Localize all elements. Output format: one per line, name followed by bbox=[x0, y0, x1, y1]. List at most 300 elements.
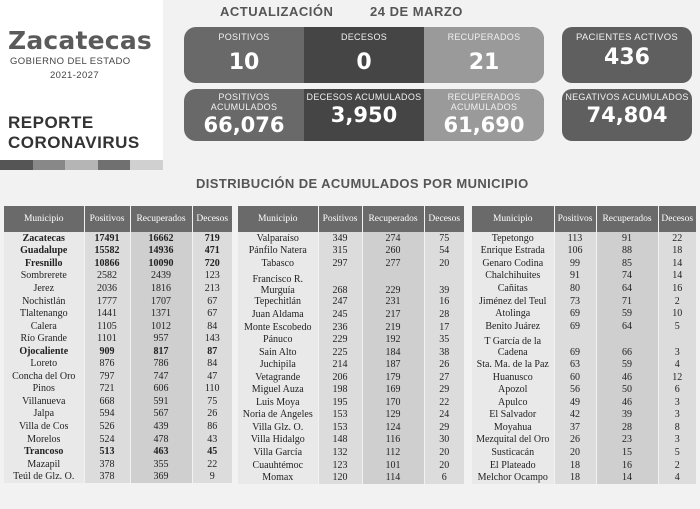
positivos-cell: 49 bbox=[554, 396, 596, 409]
accumulated-stats-panel bbox=[184, 89, 544, 141]
positivos-cell: 56 bbox=[554, 383, 596, 396]
municipio-cell: Enrique Estrada bbox=[472, 245, 554, 258]
municipio-cell: Villa Glz. O. bbox=[238, 421, 318, 434]
municipio-cell: Villanueva bbox=[4, 395, 84, 408]
positivos-cell: 10866 bbox=[84, 257, 130, 270]
recuperados-cell: 184 bbox=[362, 346, 424, 359]
decesos-cell: 143 bbox=[192, 332, 232, 345]
decesos-cell: 67 bbox=[192, 295, 232, 308]
positivos-cell: 315 bbox=[318, 245, 362, 258]
decesos-cell: 2 bbox=[658, 295, 696, 308]
table-row bbox=[472, 421, 696, 434]
positivos-cell: 797 bbox=[84, 370, 130, 383]
positivos-cell: 594 bbox=[84, 408, 130, 421]
table-row bbox=[472, 307, 696, 320]
decesos-cell: 16 bbox=[658, 282, 696, 295]
table-row bbox=[238, 471, 464, 484]
header-recuperados: Recuperados bbox=[130, 206, 192, 232]
decesos-cell: 3 bbox=[658, 409, 696, 422]
decesos-cell: 18 bbox=[658, 245, 696, 258]
brand-years: 2021-2027 bbox=[50, 70, 100, 81]
daily-positives-value: 10 bbox=[228, 50, 260, 75]
daily-deaths-value: 0 bbox=[356, 50, 372, 75]
recuperados-cell: 15 bbox=[596, 446, 658, 459]
municipio-cell: Pánuco bbox=[238, 333, 318, 346]
municipio-cell: Tepechitlán bbox=[238, 296, 318, 309]
recuperados-cell: 478 bbox=[130, 433, 192, 446]
negatives-value: 74,804 bbox=[586, 103, 668, 127]
municipio-cell: Sain Alto bbox=[238, 346, 318, 359]
table-header-row bbox=[238, 206, 464, 232]
recuperados-cell: 85 bbox=[596, 257, 658, 270]
table-row bbox=[472, 358, 696, 371]
municipio-cell: Tabasco bbox=[238, 257, 318, 270]
decesos-cell: 35 bbox=[424, 333, 464, 346]
recuperados-cell: 71 bbox=[596, 295, 658, 308]
header-positivos: Positivos bbox=[318, 206, 362, 232]
municipio-cell: Susticacán bbox=[472, 446, 554, 459]
table-row bbox=[4, 307, 232, 320]
recuperados-cell: 23 bbox=[596, 434, 658, 447]
positivos-cell: 99 bbox=[554, 257, 596, 270]
positivos-cell: 195 bbox=[318, 396, 362, 409]
accumulated-deaths-value: 3,950 bbox=[330, 103, 398, 127]
decesos-cell: 6 bbox=[424, 471, 464, 484]
table-row bbox=[238, 321, 464, 334]
positivos-cell: 73 bbox=[554, 295, 596, 308]
positivos-cell: 20 bbox=[554, 446, 596, 459]
municipio-cell: El Plateado bbox=[472, 459, 554, 472]
recuperados-cell: 219 bbox=[362, 321, 424, 334]
table-row bbox=[238, 296, 464, 309]
municipio-cell: El Salvador bbox=[472, 409, 554, 422]
decesos-cell: 4 bbox=[658, 358, 696, 371]
table-row bbox=[472, 446, 696, 459]
table-row bbox=[472, 434, 696, 447]
decesos-cell: 38 bbox=[424, 346, 464, 359]
municipio-cell: Juan Aldama bbox=[238, 308, 318, 321]
decesos-cell: 16 bbox=[424, 296, 464, 309]
municipio-cell: Miguel Auza bbox=[238, 383, 318, 396]
recuperados-cell: 606 bbox=[130, 383, 192, 396]
recuperados-cell: 1707 bbox=[130, 295, 192, 308]
recuperados-cell: 786 bbox=[130, 357, 192, 370]
accumulated-recovered-label: RECUPERADOS ACUMULADOS bbox=[447, 92, 521, 112]
decesos-cell: 54 bbox=[424, 245, 464, 258]
table-row bbox=[238, 459, 464, 472]
positivos-cell: 132 bbox=[318, 446, 362, 459]
daily-recovered bbox=[424, 27, 544, 83]
daily-stats-panel bbox=[184, 27, 544, 83]
table-row bbox=[4, 320, 232, 333]
stripe-segment bbox=[130, 160, 163, 170]
table-row bbox=[4, 282, 232, 295]
recuperados-cell: 114 bbox=[362, 471, 424, 484]
recuperados-cell: 170 bbox=[362, 396, 424, 409]
positivos-cell: 69 bbox=[554, 320, 596, 333]
table-row bbox=[4, 270, 232, 283]
table-row bbox=[4, 245, 232, 258]
decesos-cell: 22 bbox=[192, 458, 232, 471]
municipio-cell: Nochistlán bbox=[4, 295, 84, 308]
recuperados-cell: 2439 bbox=[130, 270, 192, 283]
decesos-cell: 720 bbox=[192, 257, 232, 270]
table-header-row bbox=[4, 206, 232, 232]
header-recuperados: Recuperados bbox=[362, 206, 424, 232]
table-row bbox=[4, 433, 232, 446]
table-row bbox=[4, 370, 232, 383]
positivos-cell: 268 bbox=[318, 270, 362, 296]
negatives-label: NEGATIVOS ACUMULADOS bbox=[565, 92, 689, 102]
table-row bbox=[4, 420, 232, 433]
municipio-cell: Morelos bbox=[4, 433, 84, 446]
table-row bbox=[238, 383, 464, 396]
table-row bbox=[4, 295, 232, 308]
decesos-cell: 20 bbox=[424, 459, 464, 472]
accumulated-positives-label: POSITIVOS ACUMULADOS bbox=[210, 92, 278, 112]
municipio-cell: Jerez bbox=[4, 282, 84, 295]
table-row bbox=[238, 232, 464, 245]
positivos-cell: 214 bbox=[318, 358, 362, 371]
decesos-cell: 84 bbox=[192, 357, 232, 370]
table-row bbox=[4, 445, 232, 458]
positivos-cell: 198 bbox=[318, 383, 362, 396]
decesos-cell: 213 bbox=[192, 282, 232, 295]
positivos-cell: 91 bbox=[554, 270, 596, 283]
municipio-cell: Fresnillo bbox=[4, 257, 84, 270]
municipio-cell: Jiménez del Teul bbox=[472, 295, 554, 308]
positivos-cell: 26 bbox=[554, 434, 596, 447]
decesos-cell: 87 bbox=[192, 345, 232, 358]
positivos-cell: 2582 bbox=[84, 270, 130, 283]
recuperados-cell: 187 bbox=[362, 358, 424, 371]
recuperados-cell: 74 bbox=[596, 270, 658, 283]
municipio-cell: Vetagrande bbox=[238, 371, 318, 384]
recuperados-cell: 747 bbox=[130, 370, 192, 383]
update-date: 24 DE MARZO bbox=[370, 4, 463, 19]
municipio-cell: Tepetongo bbox=[472, 232, 554, 245]
municipio-cell: Villa García bbox=[238, 446, 318, 459]
positivos-cell: 297 bbox=[318, 257, 362, 270]
decesos-cell: 3 bbox=[658, 434, 696, 447]
decesos-cell: 24 bbox=[424, 409, 464, 422]
recuperados-cell: 260 bbox=[362, 245, 424, 258]
positivos-cell: 18 bbox=[554, 459, 596, 472]
decesos-cell: 28 bbox=[424, 308, 464, 321]
daily-positives-label: POSITIVOS bbox=[218, 32, 270, 42]
table-row bbox=[238, 371, 464, 384]
report-title: REPORTE CORONAVIRUS bbox=[8, 113, 140, 152]
positivos-cell: 349 bbox=[318, 232, 362, 245]
negatives-box bbox=[562, 89, 692, 141]
table-row bbox=[472, 245, 696, 258]
recuperados-cell: 88 bbox=[596, 245, 658, 258]
decesos-cell: 14 bbox=[658, 257, 696, 270]
table-row bbox=[238, 308, 464, 321]
positivos-cell: 206 bbox=[318, 371, 362, 384]
positivos-cell: 148 bbox=[318, 434, 362, 447]
decesos-cell: 22 bbox=[658, 232, 696, 245]
brand-block bbox=[0, 0, 163, 100]
recuperados-cell: 91 bbox=[596, 232, 658, 245]
table-row bbox=[472, 332, 696, 358]
municipio-cell: Genaro Codina bbox=[472, 257, 554, 270]
table-row bbox=[238, 245, 464, 258]
table-header-row bbox=[472, 206, 696, 232]
decesos-cell: 3 bbox=[658, 332, 696, 358]
municipio-cell: Pinos bbox=[4, 383, 84, 396]
positivos-cell: 60 bbox=[554, 371, 596, 384]
positivos-cell: 1105 bbox=[84, 320, 130, 333]
recuperados-cell: 567 bbox=[130, 408, 192, 421]
brand-subtitle: GOBIERNO DEL ESTADO bbox=[10, 56, 131, 67]
municipality-table-2 bbox=[238, 206, 464, 484]
stripe-segment bbox=[33, 160, 66, 170]
recuperados-cell: 101 bbox=[362, 459, 424, 472]
decesos-cell: 3 bbox=[658, 396, 696, 409]
table-row bbox=[472, 320, 696, 333]
positivos-cell: 526 bbox=[84, 420, 130, 433]
table-row bbox=[4, 458, 232, 471]
recuperados-cell: 179 bbox=[362, 371, 424, 384]
decesos-cell: 75 bbox=[192, 395, 232, 408]
positivos-cell: 153 bbox=[318, 409, 362, 422]
recuperados-cell: 50 bbox=[596, 383, 658, 396]
positivos-cell: 225 bbox=[318, 346, 362, 359]
table-row bbox=[4, 357, 232, 370]
positivos-cell: 37 bbox=[554, 421, 596, 434]
positivos-cell: 909 bbox=[84, 345, 130, 358]
municipio-cell: Jalpa bbox=[4, 408, 84, 421]
recuperados-cell: 1816 bbox=[130, 282, 192, 295]
decesos-cell: 8 bbox=[658, 421, 696, 434]
municipio-cell: Tlaltenango bbox=[4, 307, 84, 320]
municipio-cell: Concha del Oro bbox=[4, 370, 84, 383]
accumulated-deaths bbox=[304, 89, 424, 141]
table-row bbox=[4, 383, 232, 396]
table-row bbox=[472, 459, 696, 472]
municipio-cell: Calera bbox=[4, 320, 84, 333]
positivos-cell: 63 bbox=[554, 358, 596, 371]
table-row bbox=[4, 332, 232, 345]
municipio-cell: Valparaíso bbox=[238, 232, 318, 245]
table-row bbox=[4, 345, 232, 358]
municipio-cell: Ojocaliente bbox=[4, 345, 84, 358]
municipio-cell: Benito Juárez bbox=[472, 320, 554, 333]
header-decesos: Decesos bbox=[424, 206, 464, 232]
decesos-cell: 22 bbox=[424, 396, 464, 409]
municipio-cell: Francisco R. Murguía bbox=[238, 270, 318, 296]
municipio-cell: T García de la Cadena bbox=[472, 332, 554, 358]
active-patients-box bbox=[562, 27, 692, 83]
positivos-cell: 229 bbox=[318, 333, 362, 346]
recuperados-cell: 231 bbox=[362, 296, 424, 309]
header-positivos: Positivos bbox=[554, 206, 596, 232]
recuperados-cell: 463 bbox=[130, 445, 192, 458]
municipio-cell: Cañitas bbox=[472, 282, 554, 295]
recuperados-cell: 1012 bbox=[130, 320, 192, 333]
municipio-cell: Teúl de Glz. O. bbox=[4, 470, 84, 483]
accumulated-positives-value: 66,076 bbox=[203, 113, 285, 137]
recuperados-cell: 369 bbox=[130, 470, 192, 483]
decesos-cell: 4 bbox=[658, 471, 696, 484]
municipio-cell: Atolinga bbox=[472, 307, 554, 320]
active-patients-value: 436 bbox=[604, 45, 650, 70]
positivos-cell: 123 bbox=[318, 459, 362, 472]
table-row bbox=[238, 270, 464, 296]
decesos-cell: 43 bbox=[192, 433, 232, 446]
recuperados-cell: 229 bbox=[362, 270, 424, 296]
recuperados-cell: 129 bbox=[362, 409, 424, 422]
table-row bbox=[472, 396, 696, 409]
decesos-cell: 47 bbox=[192, 370, 232, 383]
positivos-cell: 876 bbox=[84, 357, 130, 370]
positivos-cell: 120 bbox=[318, 471, 362, 484]
decesos-cell: 84 bbox=[192, 320, 232, 333]
stripe-segment bbox=[0, 160, 33, 170]
positivos-cell: 153 bbox=[318, 421, 362, 434]
municipio-cell: Zacatecas bbox=[4, 232, 84, 245]
decesos-cell: 17 bbox=[424, 321, 464, 334]
recuperados-cell: 169 bbox=[362, 383, 424, 396]
municipio-cell: Huanusco bbox=[472, 371, 554, 384]
positivos-cell: 113 bbox=[554, 232, 596, 245]
decesos-cell: 20 bbox=[424, 446, 464, 459]
color-stripe bbox=[0, 160, 163, 170]
table-row bbox=[238, 333, 464, 346]
recuperados-cell: 46 bbox=[596, 371, 658, 384]
decesos-cell: 86 bbox=[192, 420, 232, 433]
positivos-cell: 247 bbox=[318, 296, 362, 309]
daily-deaths-label: DECESOS bbox=[340, 32, 388, 42]
table-row bbox=[472, 409, 696, 422]
recuperados-cell: 817 bbox=[130, 345, 192, 358]
table-row bbox=[4, 395, 232, 408]
recuperados-cell: 39 bbox=[596, 409, 658, 422]
municipio-cell: Apozol bbox=[472, 383, 554, 396]
table-row bbox=[4, 257, 232, 270]
stripe-segment bbox=[98, 160, 131, 170]
table-row bbox=[4, 470, 232, 483]
accumulated-deaths-label: DECESOS ACUMULADOS bbox=[306, 92, 422, 102]
table-row bbox=[472, 371, 696, 384]
stripe-segment bbox=[65, 160, 98, 170]
decesos-cell: 10 bbox=[658, 307, 696, 320]
recuperados-cell: 192 bbox=[362, 333, 424, 346]
municipio-cell: Villa de Cos bbox=[4, 420, 84, 433]
accumulated-recovered bbox=[424, 89, 544, 141]
decesos-cell: 2 bbox=[658, 459, 696, 472]
decesos-cell: 14 bbox=[658, 270, 696, 283]
decesos-cell: 27 bbox=[424, 371, 464, 384]
accumulated-positives bbox=[184, 89, 304, 141]
decesos-cell: 123 bbox=[192, 270, 232, 283]
recuperados-cell: 274 bbox=[362, 232, 424, 245]
daily-positives bbox=[184, 27, 304, 83]
municipio-cell: Loreto bbox=[4, 357, 84, 370]
decesos-cell: 719 bbox=[192, 232, 232, 245]
recuperados-cell: 591 bbox=[130, 395, 192, 408]
recuperados-cell: 355 bbox=[130, 458, 192, 471]
positivos-cell: 721 bbox=[84, 383, 130, 396]
table-row bbox=[238, 396, 464, 409]
municipio-cell: Melchor Ocampo bbox=[472, 471, 554, 484]
daily-recovered-value: 21 bbox=[468, 50, 500, 75]
table-row bbox=[472, 257, 696, 270]
recuperados-cell: 16 bbox=[596, 459, 658, 472]
municipio-cell: Sombrerete bbox=[4, 270, 84, 283]
positivos-cell: 17491 bbox=[84, 232, 130, 245]
positivos-cell: 378 bbox=[84, 470, 130, 483]
header-decesos: Decesos bbox=[658, 206, 696, 232]
section-title: DISTRIBUCIÓN DE ACUMULADOS POR MUNICIPIO bbox=[196, 176, 529, 191]
decesos-cell: 9 bbox=[192, 470, 232, 483]
municipio-cell: Mezquital del Oro bbox=[472, 434, 554, 447]
table-row bbox=[472, 295, 696, 308]
positivos-cell: 668 bbox=[84, 395, 130, 408]
positivos-cell: 1101 bbox=[84, 332, 130, 345]
recuperados-cell: 66 bbox=[596, 332, 658, 358]
recuperados-cell: 217 bbox=[362, 308, 424, 321]
positivos-cell: 513 bbox=[84, 445, 130, 458]
municipio-cell: Juchipila bbox=[238, 358, 318, 371]
update-label: ACTUALIZACIÓN bbox=[220, 4, 334, 19]
table-row bbox=[4, 232, 232, 245]
positivos-cell: 18 bbox=[554, 471, 596, 484]
municipio-cell: Momax bbox=[238, 471, 318, 484]
decesos-cell: 20 bbox=[424, 257, 464, 270]
active-patients-label: PACIENTES ACTIVOS bbox=[575, 32, 679, 43]
header-municipio: Municipio bbox=[472, 206, 554, 232]
positivos-cell: 1441 bbox=[84, 307, 130, 320]
recuperados-cell: 59 bbox=[596, 358, 658, 371]
table-row bbox=[238, 446, 464, 459]
recuperados-cell: 64 bbox=[596, 320, 658, 333]
decesos-cell: 75 bbox=[424, 232, 464, 245]
decesos-cell: 29 bbox=[424, 383, 464, 396]
daily-deaths bbox=[304, 27, 424, 83]
municipio-cell: Moyahua bbox=[472, 421, 554, 434]
positivos-cell: 236 bbox=[318, 321, 362, 334]
municipio-cell: Luis Moya bbox=[238, 396, 318, 409]
table-row bbox=[238, 434, 464, 447]
municipio-cell: Sta. Ma. de la Paz bbox=[472, 358, 554, 371]
municipality-table-1 bbox=[4, 206, 232, 483]
positivos-cell: 106 bbox=[554, 245, 596, 258]
recuperados-cell: 112 bbox=[362, 446, 424, 459]
recuperados-cell: 277 bbox=[362, 257, 424, 270]
municipio-cell: Chalchihuites bbox=[472, 270, 554, 283]
header-decesos: Decesos bbox=[192, 206, 232, 232]
municipio-cell: Mazapil bbox=[4, 458, 84, 471]
brand-name: Zacatecas bbox=[8, 26, 152, 55]
positivos-cell: 245 bbox=[318, 308, 362, 321]
positivos-cell: 42 bbox=[554, 409, 596, 422]
municipio-cell: Trancoso bbox=[4, 445, 84, 458]
table-row bbox=[472, 383, 696, 396]
municipio-cell: Monte Escobedo bbox=[238, 321, 318, 334]
municipality-table-3 bbox=[472, 206, 696, 484]
table-row bbox=[472, 232, 696, 245]
positivos-cell: 378 bbox=[84, 458, 130, 471]
table-row bbox=[238, 358, 464, 371]
recuperados-cell: 28 bbox=[596, 421, 658, 434]
decesos-cell: 29 bbox=[424, 421, 464, 434]
decesos-cell: 26 bbox=[192, 408, 232, 421]
decesos-cell: 5 bbox=[658, 446, 696, 459]
recuperados-cell: 14936 bbox=[130, 245, 192, 258]
recuperados-cell: 14 bbox=[596, 471, 658, 484]
